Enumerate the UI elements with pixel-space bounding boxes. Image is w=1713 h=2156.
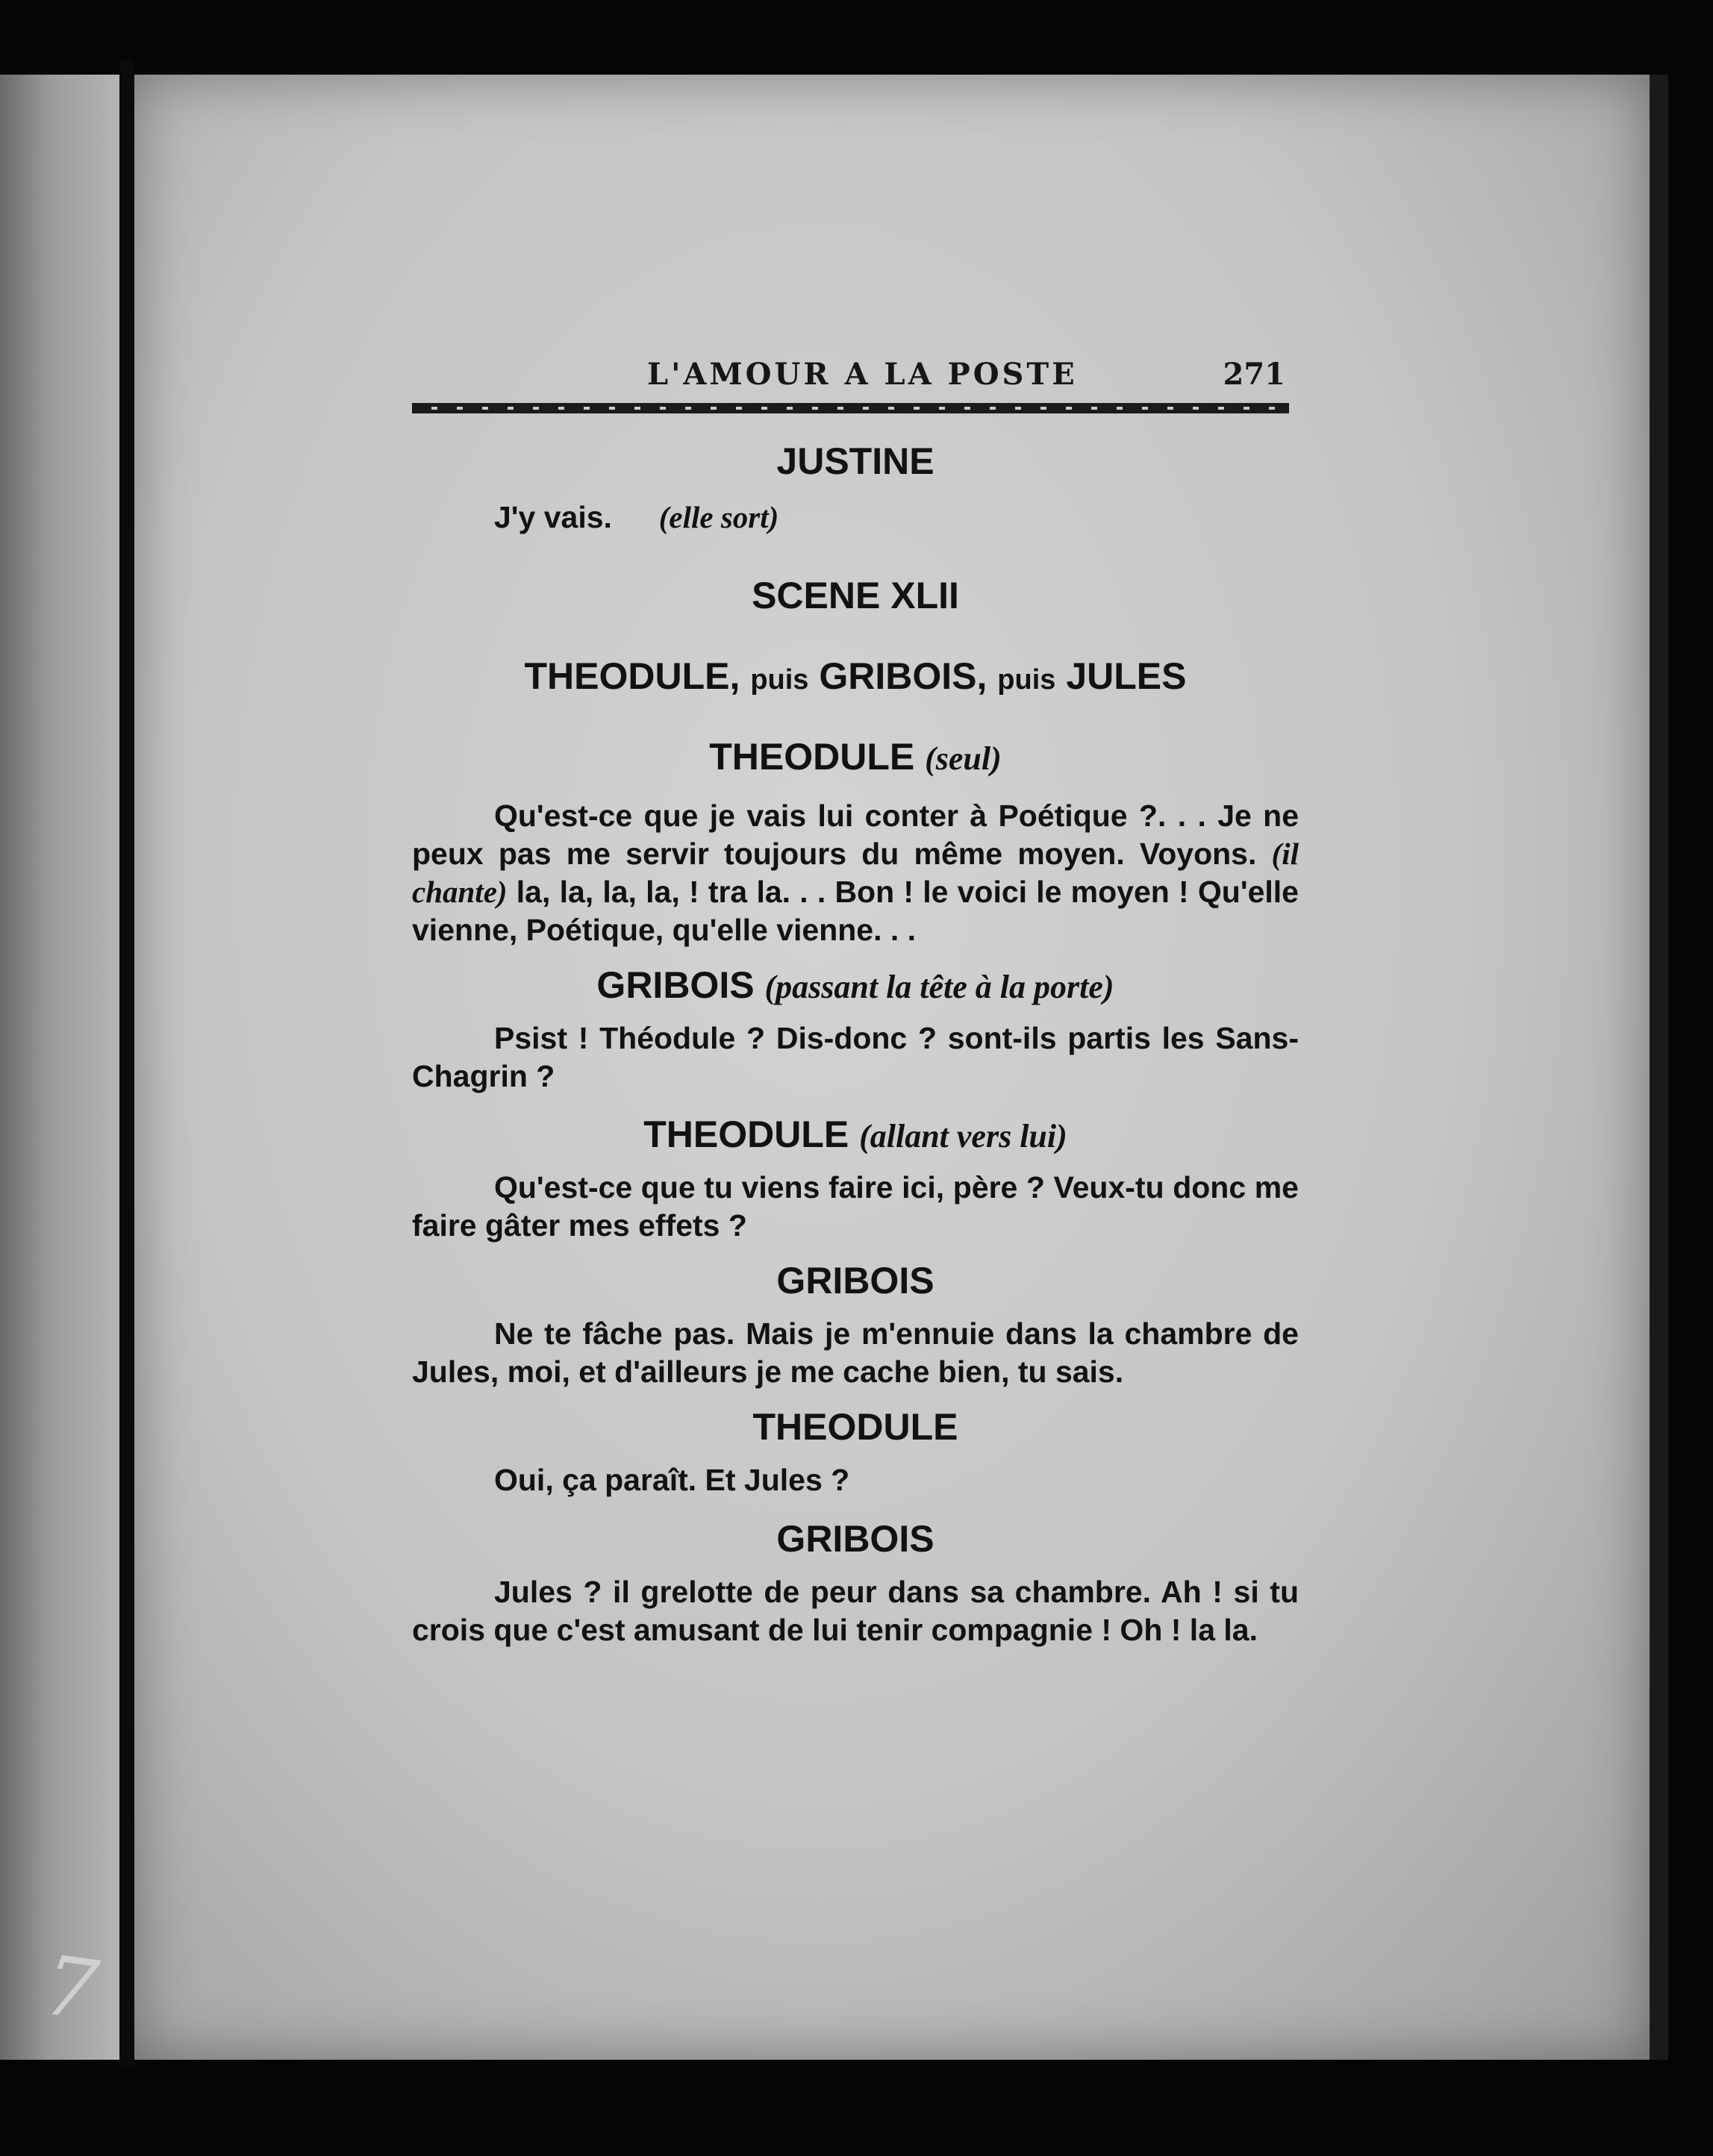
book-gutter xyxy=(119,60,134,2067)
speech xyxy=(412,797,1299,949)
speech xyxy=(412,1315,1299,1391)
cast-connector: puis xyxy=(750,664,809,696)
scene-heading xyxy=(412,573,1299,618)
cast-name: JULES xyxy=(1066,655,1187,697)
speech-text: Qu'est-ce que tu viens faire ici, père ? Veux-tu donc me faire gâter mes effets ? xyxy=(412,1170,1299,1243)
stage-direction: (seul) xyxy=(925,740,1002,777)
header-rule xyxy=(412,403,1289,413)
speech xyxy=(412,1169,1299,1245)
speech-text: la, la, la, la, ! tra la. . . Bon ! le voici le moyen ! Qu'elle vienne, Poétique, qu'elle vienne. . . xyxy=(412,875,1299,947)
cast-list xyxy=(412,654,1299,702)
speech xyxy=(412,1019,1299,1096)
speaker-name: THEODULE xyxy=(643,1113,849,1155)
cast-connector: puis xyxy=(997,664,1056,696)
speaker-heading xyxy=(412,963,1299,1010)
speech-text: Qu'est-ce que je vais lui conter à Poétique ?. . . Je ne peux pas me servir toujours du même moyen. Voyons. xyxy=(412,799,1299,871)
speaker-heading xyxy=(412,1404,1299,1449)
cast-name: GRIBOIS, xyxy=(819,655,987,697)
margin-mark: 7 xyxy=(38,1937,104,2040)
speaker-heading xyxy=(412,439,1299,484)
speaker-heading xyxy=(412,1516,1299,1561)
cast-name: THEODULE, xyxy=(524,655,740,697)
speaker-heading xyxy=(412,1112,1299,1159)
running-title: L'AMOUR A LA POSTE xyxy=(647,357,1078,392)
speaker-heading xyxy=(412,734,1299,781)
speech-text: J'y vais. xyxy=(494,500,612,534)
speaker-name: GRIBOIS xyxy=(596,964,755,1006)
speech xyxy=(412,499,1299,537)
speaker-name: JUSTINE xyxy=(776,440,934,482)
speech xyxy=(412,1573,1299,1649)
speech-text: Jules ? il grelotte de peur dans sa chambre. Ah ! si tu crois que c'est amusant de lui tenir compagnie ! Oh ! la la. xyxy=(412,1575,1299,1647)
stage-direction: (allant vers lui) xyxy=(859,1118,1067,1154)
speech-text: Ne te fâche pas. Mais je m'ennuie dans la chambre de Jules, moi, et d'ailleurs je me cache bien, tu sais. xyxy=(412,1316,1299,1389)
scene-title: SCENE XLII xyxy=(752,575,959,616)
stage-direction: (passant la tête à la porte) xyxy=(764,969,1114,1005)
speech xyxy=(412,1461,1299,1499)
speaker-name: THEODULE xyxy=(709,736,915,778)
page-number: 271 xyxy=(1223,357,1285,392)
speaker-name: THEODULE xyxy=(752,1406,958,1448)
speaker-heading xyxy=(412,1258,1299,1303)
speech-text: Oui, ça paraît. Et Jules ? xyxy=(494,1463,850,1497)
stage-direction: (il chante) xyxy=(412,837,1299,909)
speaker-name: GRIBOIS xyxy=(776,1518,934,1560)
stage-direction: (elle sort) xyxy=(658,500,779,534)
speech-text: Psist ! Théodule ? Dis-donc ? sont-ils partis les Sans-Chagrin ? xyxy=(412,1021,1299,1093)
adjacent-page-edge xyxy=(0,75,123,2060)
page-edge-shadow xyxy=(1650,75,1668,2060)
running-header xyxy=(412,357,1289,401)
speaker-name: GRIBOIS xyxy=(776,1260,934,1302)
